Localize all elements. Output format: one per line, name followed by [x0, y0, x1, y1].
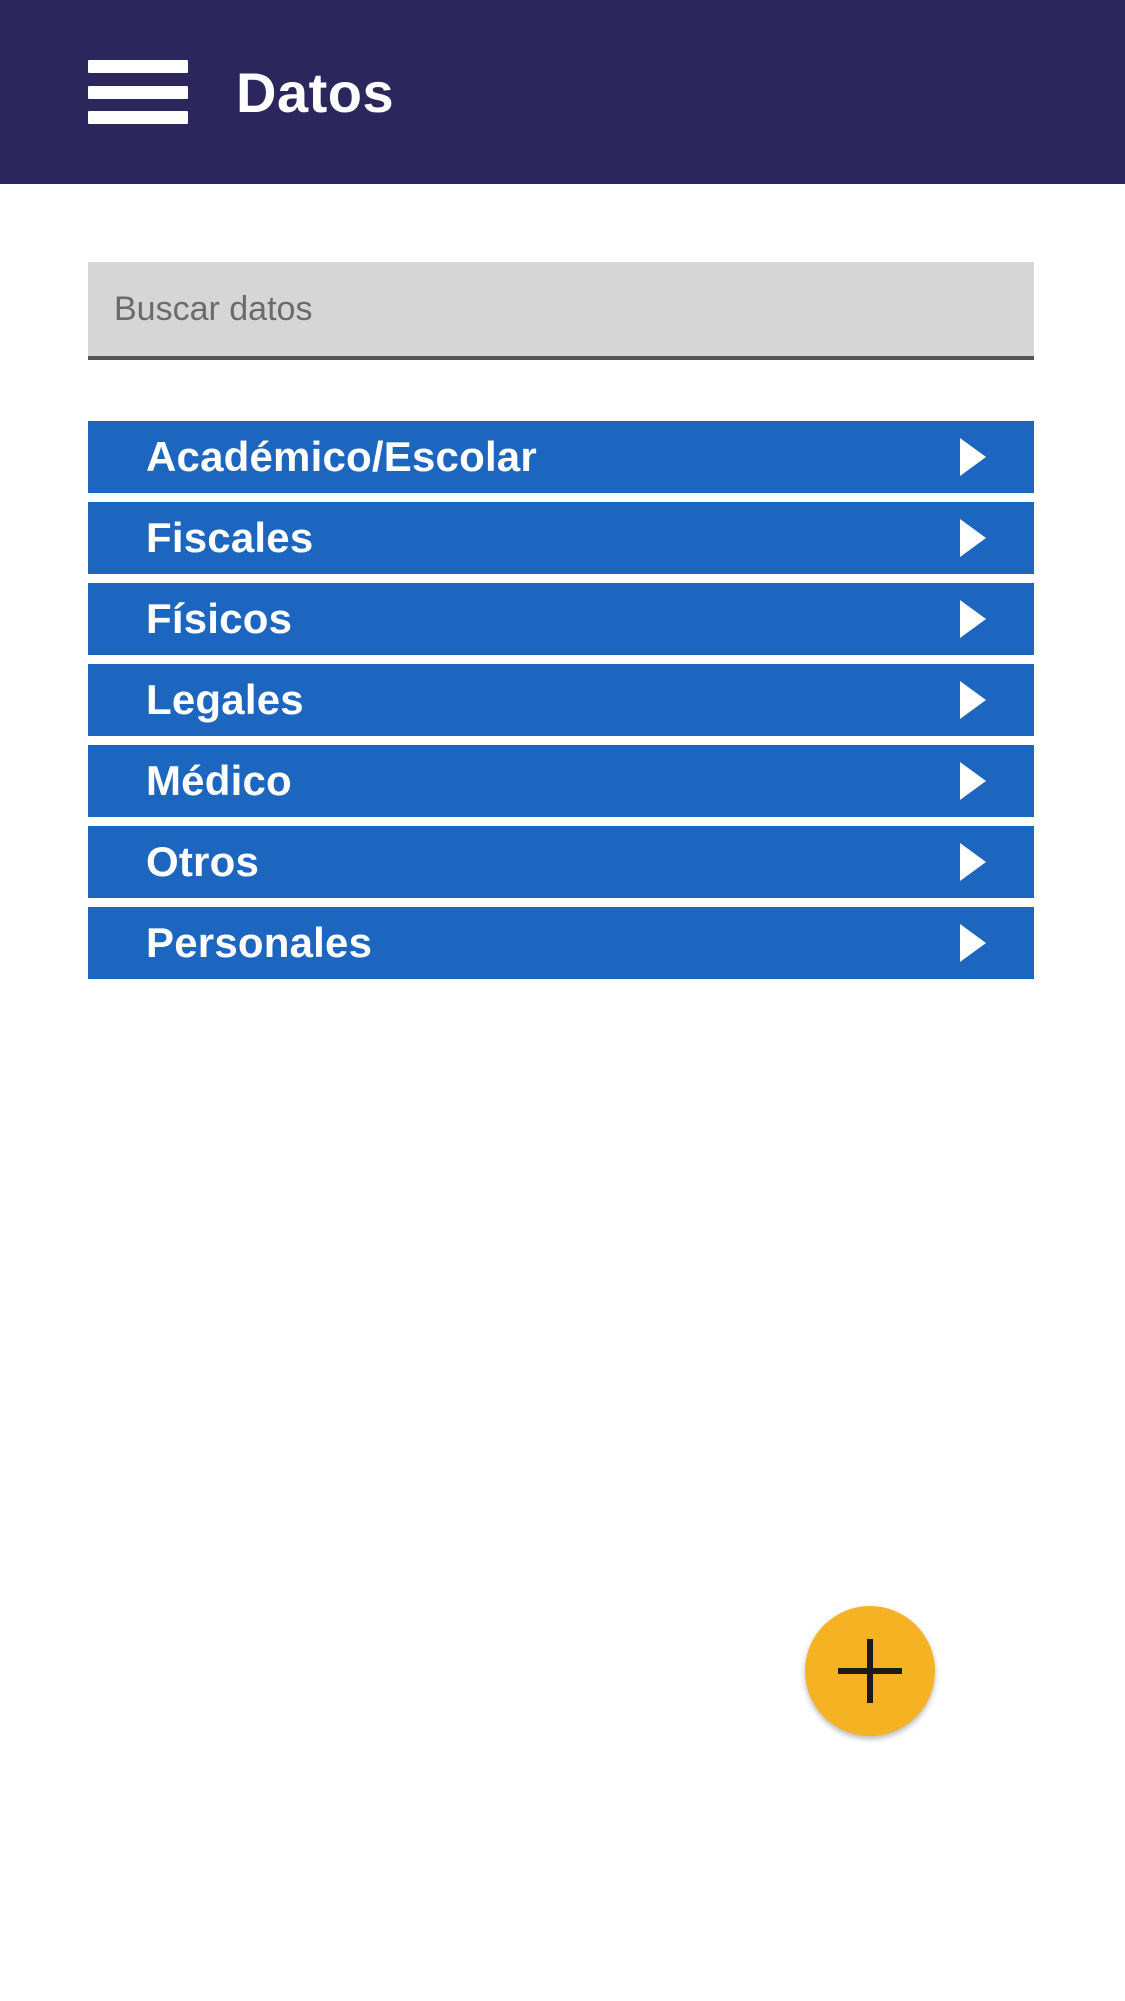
add-button[interactable]: [805, 1606, 935, 1736]
menu-bar-1: [88, 60, 188, 73]
chevron-right-icon: [960, 600, 986, 638]
category-item-otros[interactable]: [88, 826, 1034, 898]
category-item-medico[interactable]: [88, 745, 1034, 817]
category-label: Otros: [146, 838, 260, 885]
menu-bar-3: [88, 111, 188, 124]
chevron-right-icon: [960, 762, 986, 800]
search-field-container[interactable]: [88, 262, 1034, 360]
chevron-right-icon: [960, 843, 986, 881]
category-item-legales[interactable]: [88, 664, 1034, 736]
chevron-right-icon: [960, 519, 986, 557]
category-label: Médico: [146, 757, 292, 804]
category-list: [88, 421, 1034, 988]
category-item-personales[interactable]: [88, 907, 1034, 979]
chevron-right-icon: [960, 438, 986, 476]
category-label: Académico/Escolar: [146, 433, 537, 480]
category-label: Físicos: [146, 595, 293, 642]
category-item-fisicos[interactable]: [88, 583, 1034, 655]
category-label: Personales: [146, 919, 373, 966]
category-item-academico-escolar[interactable]: [88, 421, 1034, 493]
chevron-right-icon: [960, 924, 986, 962]
app-bar: [0, 0, 1125, 184]
menu-bar-2: [88, 86, 188, 99]
category-item-fiscales[interactable]: [88, 502, 1034, 574]
search-input[interactable]: [88, 262, 1034, 356]
category-label: Legales: [146, 676, 304, 723]
chevron-right-icon: [960, 681, 986, 719]
category-label: Fiscales: [146, 514, 314, 561]
hamburger-menu-icon[interactable]: [88, 52, 188, 132]
plus-icon-vertical: [867, 1639, 873, 1703]
page-title: Datos: [236, 60, 395, 124]
